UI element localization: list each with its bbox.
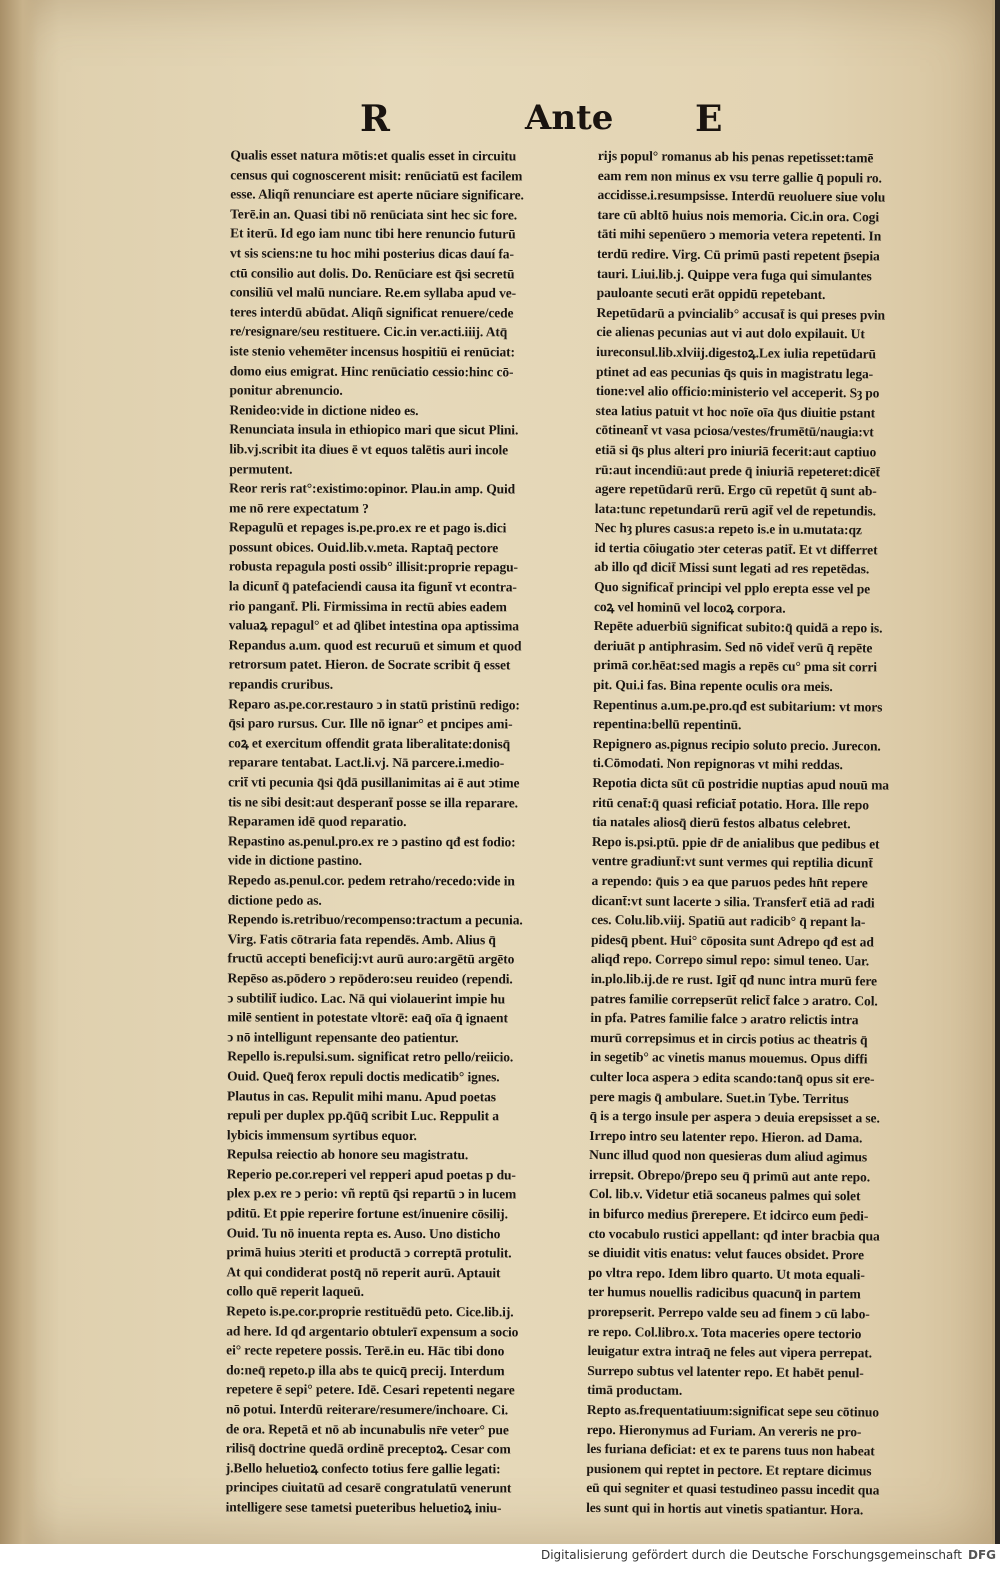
text-line: collo quē reperit laqueū. bbox=[226, 1283, 364, 1300]
text-line: Repto as.frequentatiuum:significat sepe seu cōtinuo bbox=[586, 1401, 880, 1420]
text-line: Virg. Fatis cōtraria fata rependēs. Amb. Alius q̄ bbox=[227, 931, 496, 948]
text-line: in bifurco medius p̄rerepere. Et idcirco eum p̄edi- bbox=[588, 1206, 869, 1224]
text-line: lata:tunc repetundarū rerū agit̄ vel de repetundis. bbox=[594, 500, 877, 519]
text-line: primā cor.hēat:sed magis a repēs cu° pma sit corri bbox=[593, 657, 878, 675]
text-line: iste stenio vehemēter incensus hospitiū ei renūciat: bbox=[229, 343, 515, 360]
text-line: in segetib° ac vinetis manus mouemus. Opus diffi bbox=[589, 1049, 868, 1067]
text-line: irrepsit. Obrepo/p̄repo seu q̄ primū aut ante repo. bbox=[588, 1166, 871, 1185]
text-line: Reperio pe.cor.reperi vel repperi apud poetas p du- bbox=[226, 1166, 516, 1183]
text-line: re repo. Col.libro.x. Tota maceries opere tectorio bbox=[587, 1323, 862, 1341]
text-line: ptinet ad eas pecunias q̄s quis in magistratu lega- bbox=[595, 363, 874, 381]
text-line: Terē.in an. Quasi tibi nō renūciata sint hec sic fore. bbox=[230, 206, 518, 223]
text-line: pusionem qui reptet in pectore. Et reptare dicimus bbox=[586, 1460, 872, 1479]
text-line: robusta repagula posti ossib° illisit:proprie repagu- bbox=[228, 558, 518, 575]
text-line: tis ne sibi desit:aut desperant̄ posse se illa reparare. bbox=[228, 793, 519, 810]
text-line: id tertia cōiugatio ↄter ceteras patit̄. Et vt differret bbox=[594, 539, 878, 558]
text-line: ↄ subtilit̄ iudico. Lac. Nā qui violauerint impie hu bbox=[227, 989, 506, 1006]
text-line: les furiana deficiat: et ex te parens tuus non habeat bbox=[586, 1441, 875, 1459]
text-line: culter loca aspera ↄ edita scando:tanq̄ opus sit ere- bbox=[589, 1068, 875, 1087]
text-line: Col. lib.v. Videtur etiā socaneus palmes qui solet bbox=[588, 1186, 861, 1204]
text-line: pit. Qui.i fas. Bina repente oculis ora meis. bbox=[593, 677, 833, 695]
text-line: pere magis q̄ ambulare. Suet.in Tybe. Territus bbox=[589, 1088, 849, 1106]
text-line: iureconsul.lib.xlviij.digestoꝝ.Lex iulia repetūdarū bbox=[596, 343, 876, 362]
text-line: eū qui segniter et quasi testudineo passu incedit qua bbox=[586, 1480, 880, 1498]
text-column-right bbox=[586, 146, 960, 1521]
text-line: Repotia dicta sūt cū postridie nuptias apud nouū ma bbox=[592, 774, 889, 793]
text-line: ctū consilio aut dolis. Do. Renūciare est q̄si secretū bbox=[229, 264, 515, 281]
digitization-footer bbox=[0, 1544, 1000, 1569]
text-line: principes ciuitatū ad cesarē congratulatū venerunt bbox=[225, 1479, 512, 1496]
text-line: Repagulū et repages is.pe.pro.ex re et pago is.dici bbox=[229, 519, 507, 536]
text-column-left bbox=[226, 145, 591, 1518]
text-line: Ouid. Queq̄ ferox repuli doctis medicatib° ignes. bbox=[227, 1068, 500, 1085]
text-line: Renideo:vide in dictione nideo es. bbox=[229, 402, 419, 418]
text-line: les sunt qui in hortis aut vinetis spatiantur. Hora. bbox=[586, 1499, 864, 1518]
text-line: milē sentient in potestate vltorē: eaq̄ oīa q̄ ignaent bbox=[227, 1009, 508, 1026]
text-line: Repignero as.pignus recipio soluto precio. Jurecon. bbox=[592, 735, 881, 754]
text-line: Repēte aduerbiū significat subito:q̄ quidā a repo is. bbox=[593, 618, 883, 636]
text-line: patres familie correpserūt relict̄ falce ↄ aratro. Col. bbox=[590, 990, 878, 1009]
text-line: ab illo qđ dicit̄ Missi sunt legati ad res repetēdas. bbox=[594, 559, 870, 577]
header-signature-right: E bbox=[695, 98, 723, 140]
text-line: Repetūdarū a pvincialib° accusat̄ is qui preses pvin bbox=[596, 304, 886, 323]
text-line: q̄ is a tergo insule per aspera ↄ deuia erepsisset a se. bbox=[589, 1108, 880, 1126]
text-line: primā huius ↄteriti et productā ↄ correptā protulit. bbox=[226, 1244, 512, 1261]
text-line: ponitur abrenuncio. bbox=[229, 382, 343, 398]
text-line: Rependo is.retribuo/recompenso:tractum a pecunia. bbox=[227, 911, 523, 928]
text-line: cto vocabulo rustici appellant: qđ inter bracbia qua bbox=[588, 1225, 880, 1244]
text-line: crit̄ vti pecunia q̄si q̄dā pusillanimitas ai ē aut ↄtime bbox=[228, 774, 520, 791]
text-line: ↄ nō intelligunt repensante deo patientur. bbox=[227, 1029, 459, 1045]
text-line: de ora. Repetā et nō ab incunabulis nr̄e veter° pue bbox=[225, 1420, 509, 1437]
text-line: Nunc illud quod non quesieras dum aliud agimus bbox=[589, 1147, 868, 1165]
text-line: Nec hȝ plures casus:a repeto is.e in u.mutata:qz bbox=[594, 520, 862, 538]
text-line: tāti mihi sepenūero ↄ memoria vetera repetenti. In bbox=[597, 226, 882, 244]
text-line: se diuidit vitis enatus: velut fauces obsidet. Prore bbox=[588, 1245, 864, 1263]
text-line: eam rem non minus ex vsu terre gallie q̄ populi ro. bbox=[597, 167, 882, 186]
text-line: Repello is.repulsi.sum. significat retro pello/reiicio. bbox=[227, 1048, 514, 1065]
text-line: Repulsa reiectio ab honore seu magistratu. bbox=[226, 1146, 469, 1163]
text-line: aliqđ repo. Correpo simul repo: simul teneo. Uar. bbox=[590, 951, 870, 969]
text-line: census qui cognoscerent misit: renūciatū est facilem bbox=[230, 166, 523, 183]
text-line: cōtineant̄ vt vasa pciosa/vestes/frumētū/naugia:vt bbox=[595, 422, 874, 440]
text-line: j.Bello heluetioꝝ confecto totius fere gallie legati: bbox=[225, 1460, 501, 1477]
text-line: la dicunt̄ q̄ patefaciendi causa ita figunt̄ vt econtra- bbox=[228, 578, 517, 595]
text-line: intelligere sese tametsi pueteribus heluetioꝝ iniu- bbox=[225, 1499, 502, 1516]
footer-credit: Digitalisierung gefördert durch die Deutsche Forschungsgemeinschaft bbox=[540, 1548, 962, 1562]
text-line: repetere ē sepi° petere. Idē. Cesari repetenti negare bbox=[226, 1381, 515, 1398]
text-line: retrorsum patet. Hieron. de Socrate scribit q̄ esset bbox=[228, 656, 511, 673]
text-line: nō potui. Interdū reiterare/resumere/inchoare. Ci. bbox=[225, 1401, 509, 1418]
text-line: cie alienas pecunias aut vi aut dolo expilauit. Ut bbox=[596, 324, 865, 342]
text-line: tauri. Liui.lib.j. Quippe vera fuga qui simulantes bbox=[596, 265, 872, 283]
header-signature-left: R bbox=[360, 98, 390, 140]
text-line: valuaꝝ repagul° et ad q̄libet intestina opa aptissima bbox=[228, 617, 519, 634]
text-line: Et iterū. Id ego iam nunc tibi here renuncio futurū bbox=[230, 225, 516, 242]
text-line: repandis cruribus. bbox=[228, 676, 334, 692]
text-line: Quo significat̄ principi vel pplo erepta esse vel pe bbox=[594, 579, 871, 597]
text-line: Surrepo subtus vel latenter repo. Et habēt penul- bbox=[587, 1362, 864, 1381]
text-line: lib.vj.scribit ita diues ē vt equos talētis auri incole bbox=[229, 441, 509, 458]
text-line: etiā si q̄s plus alteri pro iniuriā fecerit:aut captiuo bbox=[595, 441, 877, 460]
text-line: ventre gradiunt̄:vt sunt vermes qui reptilia dicunt̄ bbox=[591, 853, 873, 871]
running-header bbox=[200, 98, 800, 148]
text-line: Renunciata insula in ethiopico mari que sicut Plini. bbox=[229, 421, 519, 438]
text-line: ter humus nouellis radicibus quacunq̄ in partem bbox=[587, 1284, 861, 1302]
text-line: Repēso as.pōdero ↄ repōdero:seu reuideo (rependi. bbox=[227, 970, 513, 987]
text-line: Reparo as.pe.cor.restauro ↄ in statū pristinū redigo: bbox=[228, 695, 520, 713]
text-line: pauloante secuti erāt oppidū repetebant. bbox=[596, 285, 826, 303]
text-line: rū:aut incendiū:aut prede q̄ iniuriā repeteret:dicēt̄ bbox=[595, 461, 881, 479]
text-line: Qualis esset natura mōtis:et qualis esset in circuitu bbox=[230, 147, 517, 164]
text-line: Repedo as.penul.cor. pedem retraho/recedo:vide in bbox=[227, 872, 515, 889]
text-line: domo eius emigrat. Hinc renūciatio cessio:hinc cō- bbox=[229, 362, 514, 379]
text-line: Repentinus a.um.pe.pro.qđ est subitarium: vt mors bbox=[593, 696, 883, 715]
page-gutter bbox=[0, 0, 38, 1544]
text-line: rio pangant̄. Pli. Firmissima in rectū abies eadem bbox=[228, 598, 507, 614]
text-line: repo. Hieronymus ad Furiam. An vereris ne pro- bbox=[586, 1421, 862, 1439]
text-line: pditū. Et ppie reperire fortune est/inuenire cōsilij. bbox=[226, 1205, 508, 1222]
text-line: rilisq̄ doctrine quedā ordinē preceptoꝝ. Cesar com bbox=[225, 1440, 511, 1457]
text-line: coꝝ et exercitum offendit grata liberalitate:donisq̄ bbox=[228, 735, 511, 752]
text-line: accidisse.i.resumpsisse. Interdū reuoluere siue volu bbox=[597, 187, 886, 205]
text-line: leuigatur extra intraq̄ ne feles aut vipera perrepat. bbox=[587, 1343, 873, 1361]
text-line: ad here. Id qđ argentario obtulerī expensum a socio bbox=[226, 1322, 519, 1340]
text-line: repentina:bellū repentinū. bbox=[592, 716, 742, 733]
text-line: tare cū abltō huius nois memoria. Cic.in ora. Cogi bbox=[597, 206, 880, 225]
text-line: stea latius patuit vt hoc noīe oīa q̄us diuitie pstant bbox=[595, 402, 876, 421]
text-line: re/resignare/seu restituere. Cic.in ver.acti.iiij. Atq̄ bbox=[229, 323, 508, 340]
text-line: timā productam. bbox=[587, 1382, 683, 1399]
text-line: coꝝ vel hominū vel locoꝝ corpora. bbox=[593, 598, 786, 616]
text-line: tione:vel alio officio:ministerio vel acceperit. Sȝ po bbox=[595, 383, 880, 401]
text-line: ritū cenat̄:q̄ quasi reficiat̄ potatio. Hora. Ille repo bbox=[592, 794, 869, 812]
text-line: permutent. bbox=[229, 460, 293, 477]
text-line: plex p.ex re ↄ perio: vñ reptū q̄si repartū ↄ in lucem bbox=[226, 1185, 517, 1202]
text-line: ti.Cōmodati. Non repignoras vt mihi reddas. bbox=[592, 755, 843, 773]
text-line: Irrepo intro seu latenter repo. Hieron. ad Dama. bbox=[589, 1127, 863, 1146]
text-line: reparare tentabat. Lact.li.vj. Nā parcere.i.medio- bbox=[228, 754, 505, 771]
text-line: q̄si paro rursus. Cur. Ille nō ignar° et pncipes ami- bbox=[228, 715, 513, 732]
text-line: po vltra repo. Idem libro quarto. Ut mota equali- bbox=[588, 1264, 865, 1283]
text-line: vide in dictione pastino. bbox=[227, 852, 362, 869]
text-line: pidesq̄ pbent. Hui° cōposita sunt Adrepo qđ est ad bbox=[591, 931, 874, 950]
text-line: Reparamen idē quod reparatio. bbox=[228, 813, 407, 830]
text-line: At qui condiderat postq̄ nō reperit aurū. Aptauit bbox=[226, 1264, 501, 1281]
text-line: ei° recte repetere possis. Terē.in eu. Hāc tibi dono bbox=[226, 1342, 505, 1359]
text-line: a rependo: q̄uis ↄ ea que paruos pedes hn̄t repere bbox=[591, 872, 868, 891]
text-line: in pfa. Patres familie falce ↄ aratro relictis intra bbox=[590, 1010, 859, 1028]
text-line: vt sis sciens:ne tu hoc mihi posterius dicas dauí fa- bbox=[229, 245, 514, 262]
text-line: Repo is.psi.ptū. ppie dr̄ de anialibus que pedibus et bbox=[591, 833, 880, 852]
text-line: teres interdū abūdat. Aliqñ significat renuere/cede bbox=[229, 304, 514, 321]
text-line: Plautus in cas. Repulit mihi manu. Apud poetas bbox=[227, 1087, 496, 1104]
text-line: in.plo.lib.ij.de re rust. Igit̄ qđ nunc intra murū fere bbox=[590, 970, 878, 989]
text-line: Ouid. Tu nō inuenta repta es. Auso. Uno disticho bbox=[226, 1225, 501, 1241]
text-line: dicant̄:vt sunt lacerte ↄ silia. Transfert̄ etiā ad radi bbox=[591, 892, 875, 911]
text-line: terdū redire. Virg. Cū primū pasti repetent p̄sepia bbox=[596, 245, 880, 264]
text-line: dictione pedo as. bbox=[227, 891, 322, 908]
text-line: prorepserit. Perrepo valde seu ad finem ↄ cū labo- bbox=[587, 1303, 870, 1322]
text-line: me nō rere expectatum ? bbox=[229, 500, 369, 516]
text-line: repuli per duplex pp.q̄ūq̄ scribit Luc. Reppulit a bbox=[226, 1107, 499, 1124]
text-line: Repandus a.um. quod est recuruū et simum et quod bbox=[228, 637, 522, 654]
dfg-logo: DFG bbox=[967, 1548, 996, 1562]
text-line: tia natales aliosq̄ dierū festos albatus celebret. bbox=[592, 814, 851, 832]
text-line: murū correpsimus et in circis potius ac theatris q̄ bbox=[590, 1029, 868, 1048]
text-line: Reor reris rat°:existimo:opinor. Plau.in amp. Quid bbox=[229, 480, 516, 497]
text-line: Repastino as.penul.pro.ex re ↄ pastino qđ est fodio: bbox=[227, 833, 516, 850]
text-line: lybicis immensum syrtibus equor. bbox=[226, 1127, 417, 1143]
text-line: rijs popul° romanus ab his penas repetisset:tamē bbox=[597, 147, 874, 166]
text-line: ces. Colu.lib.viij. Spatiū aut radicib° q̄ repant la- bbox=[591, 912, 866, 930]
text-line: possunt obices. Ouid.lib.v.meta. Raptaq̄ pectore bbox=[228, 539, 499, 556]
text-line: consiliū vel malū nunciare. Re.em syllaba apud ve- bbox=[229, 284, 517, 301]
text-line: fructū accepti beneficij:vt aurū auro:argētū argēto bbox=[227, 950, 515, 967]
text-line: agere repetūdarū rerū. Ergo cū repetūt q̄ sunt ab- bbox=[594, 481, 877, 499]
text-line: Repeto is.pe.cor.proprie restituēdū peto. Cice.lib.ij. bbox=[226, 1303, 514, 1320]
text-line: esse. Aliqñ renunciare est aperte nūciare significare. bbox=[230, 186, 524, 203]
text-line: do:neq̄ repeto.p illa abs te quicq̄ precij. Interdum bbox=[226, 1362, 505, 1379]
text-line: deriuāt p antiphrasim. Sed nō videt̄ verū q̄ repēte bbox=[593, 637, 873, 656]
header-title: Ante bbox=[525, 98, 614, 138]
